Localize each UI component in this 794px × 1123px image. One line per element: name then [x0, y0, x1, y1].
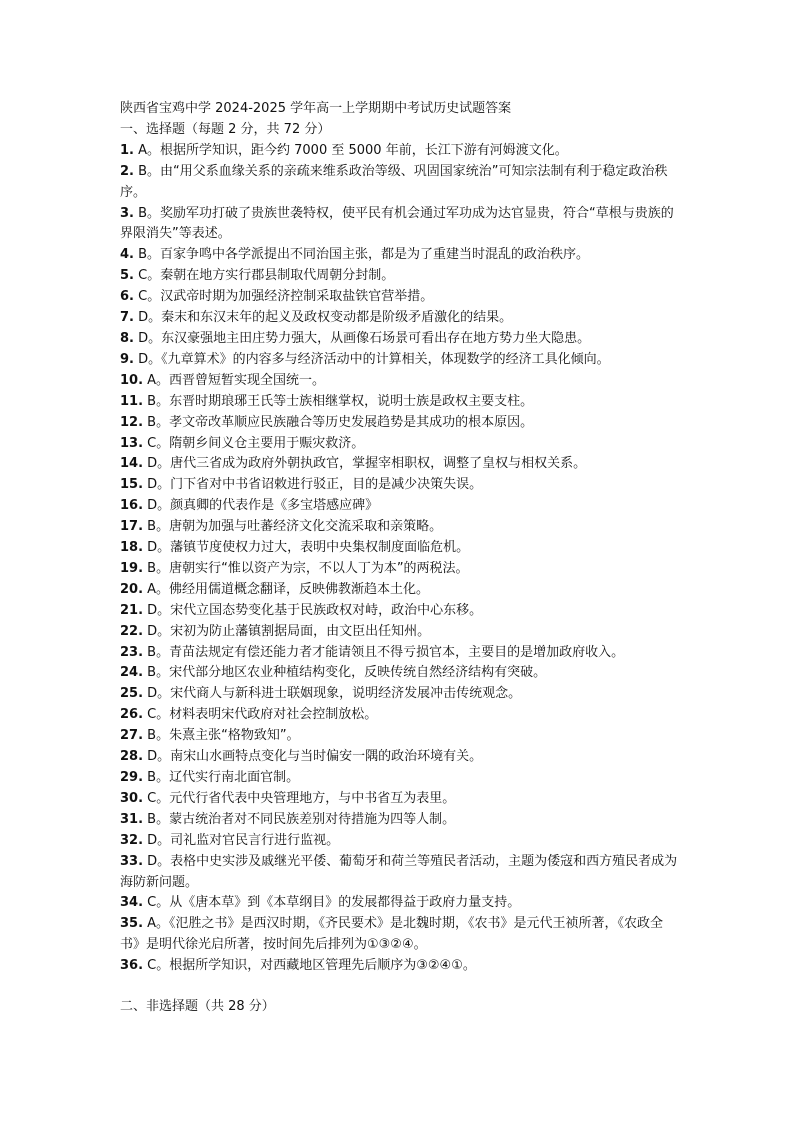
answer-number: 20. — [120, 581, 144, 597]
answer-text: C。秦朝在地方实行郡县制取代周朝分封制。 — [133, 268, 395, 284]
answer-text: B。青苗法规定有偿还能力者才能请领且不得亏损官本，主要目的是增加政府收入。 — [143, 644, 625, 660]
document-page — [120, 99, 680, 1018]
answer-item — [120, 893, 680, 914]
answer-number: 7. — [120, 310, 134, 326]
answer-item — [120, 705, 680, 726]
document-title: 陕西省宝鸡中学 2024-2025 学年高一上学期期中考试历史试题答案 — [120, 101, 512, 116]
answer-number: 34. — [120, 895, 144, 911]
answer-number: 18. — [120, 540, 144, 556]
answer-text: D。颜真卿的代表作是《多宝塔感应碑》 — [143, 498, 379, 514]
answer-text: A。根据所学知识，距今约 7000 至 5000 年前，长江下游有河姆渡文化。 — [133, 142, 568, 158]
answer-text: B。由“用父系血缘关系的亲疏来维系政治等级、巩固国家统治”可知宗法制有利于稳定政治秩序。 — [120, 163, 668, 200]
answer-text: D。秦末和东汉末年的起义及政权变动都是阶级矛盾激化的结果。 — [133, 310, 513, 326]
answer-list — [120, 141, 680, 977]
answer-number: 23. — [120, 644, 144, 660]
answer-item — [120, 496, 680, 517]
answer-item — [120, 622, 680, 643]
answer-number: 13. — [120, 435, 144, 451]
answer-number: 24. — [120, 665, 144, 681]
answer-item — [120, 956, 680, 977]
answer-text: D。宋代立国态势变化基于民族政权对峙，政治中心东移。 — [143, 602, 483, 618]
answer-number: 19. — [120, 560, 144, 576]
section-gap — [120, 977, 680, 997]
answer-item — [120, 266, 680, 287]
answer-text: B。奖励军功打破了贵族世袭特权，使平民有机会通过军功成为达官显贵，符合“草根与贵族的界限消失”等表述。 — [120, 205, 674, 242]
answer-number: 14. — [120, 456, 144, 472]
answer-item — [120, 245, 680, 266]
answer-number: 4. — [120, 247, 134, 263]
answer-number: 33. — [120, 853, 144, 869]
answer-number: 32. — [120, 832, 144, 848]
answer-text: B。朱熹主张“格物致知”。 — [143, 728, 300, 744]
answer-number: 35. — [120, 916, 144, 932]
answer-text: B。孝文帝改革顺应民族融合等历史发展趋势是其成功的根本原因。 — [143, 414, 534, 430]
answer-number: 21. — [120, 602, 144, 618]
answer-number: 36. — [120, 958, 144, 974]
answer-item — [120, 517, 680, 538]
answer-text: D。《九章算术》的内容多与经济活动中的计算相关，体现数学的经济工具化倾向。 — [133, 351, 610, 367]
answer-number: 10. — [120, 372, 144, 388]
section2-heading: 二、非选择题（共 28 分） — [120, 999, 275, 1015]
answer-item — [120, 141, 680, 162]
answer-number: 31. — [120, 811, 144, 827]
section1-heading: 一、选择题（每题 2 分，共 72 分） — [120, 121, 331, 137]
answer-text: B。唐朝实行“惟以资产为宗，不以人丁为本”的两税法。 — [143, 560, 469, 576]
answer-text: C。材料表明宋代政府对社会控制放松。 — [143, 707, 378, 723]
answer-text: C。隋朝乡间义仓主要用于赈灾救济。 — [143, 435, 365, 451]
answer-number: 6. — [120, 289, 134, 305]
answer-text: D。东汉豪强地主田庄势力强大，从画像石场景可看出存在地方势力坐大隐患。 — [133, 330, 591, 346]
answer-text: A。西晋曾短暂实现全国统一。 — [143, 372, 326, 388]
answer-number: 9. — [120, 351, 134, 367]
answer-number: 11. — [120, 393, 144, 409]
answer-text: D。表格中史实涉及戚继光平倭、葡萄牙和荷兰等殖民者活动，主题为倭寇和西方殖民者成为海防新问题。 — [120, 853, 678, 890]
answer-item — [120, 580, 680, 601]
answer-text: C。汉武帝时期为加强经济控制采取盐铁官营举措。 — [133, 289, 434, 305]
answer-number: 26. — [120, 707, 144, 723]
answer-text: A。佛经用儒道概念翻译，反映佛教渐趋本土化。 — [143, 581, 430, 597]
answer-item — [120, 287, 680, 308]
answer-item — [120, 538, 680, 559]
answer-item — [120, 559, 680, 580]
answer-number: 15. — [120, 477, 144, 493]
answer-number: 22. — [120, 623, 144, 639]
answer-text: B。蒙古统治者对不同民族差别对待措施为四等人制。 — [143, 811, 456, 827]
answer-text: B。唐朝为加强与吐蕃经济文化交流采取和亲策略。 — [143, 519, 443, 535]
answer-text: D。门下省对中书省诏敕进行驳正，目的是减少决策失误。 — [143, 477, 483, 493]
answer-item — [120, 371, 680, 392]
answer-number: 25. — [120, 686, 144, 702]
answer-text: D。唐代三省成为政府外朝执政官，掌握宰相职权，调整了皇权与相权关系。 — [143, 456, 587, 472]
answer-item — [120, 601, 680, 622]
answer-text: B。辽代实行南北面官制。 — [143, 770, 300, 785]
answer-number: 5. — [120, 268, 134, 284]
answer-item — [120, 726, 680, 747]
answer-item — [120, 434, 680, 455]
answer-item — [120, 663, 680, 684]
answer-text: C。从《唐本草》到《本草纲目》的发展都得益于政府力量支持。 — [143, 895, 521, 911]
answer-item — [120, 914, 680, 956]
answer-item — [120, 454, 680, 475]
answer-number: 28. — [120, 749, 144, 765]
answer-text: B。百家争鸣中各学派提出不同治国主张，都是为了重建当时混乱的政治秩序。 — [133, 247, 590, 263]
answer-number: 8. — [120, 330, 134, 346]
answer-text: D。藩镇节度使权力过大，表明中央集权制度面临危机。 — [143, 540, 470, 556]
answer-number: 17. — [120, 519, 144, 535]
answer-item — [120, 392, 680, 413]
answer-item — [120, 204, 680, 246]
answer-item — [120, 831, 680, 852]
answer-number: 1. — [120, 142, 134, 158]
answer-item — [120, 475, 680, 496]
answer-item — [120, 162, 680, 204]
answer-number: 29. — [120, 770, 144, 785]
answer-item — [120, 308, 680, 329]
answer-number: 2. — [120, 163, 134, 179]
answer-item — [120, 852, 680, 894]
answer-item — [120, 684, 680, 705]
answer-number: 30. — [120, 790, 144, 806]
answer-item — [120, 643, 680, 664]
answer-number: 12. — [120, 414, 144, 430]
answer-item — [120, 350, 680, 371]
answer-item — [120, 329, 680, 350]
answer-item — [120, 768, 680, 789]
answer-text: D。宋初为防止藩镇割据局面，由文臣出任知州。 — [143, 623, 431, 639]
answer-item — [120, 810, 680, 831]
answer-text: D。南宋山水画特点变化与当时偏安一隅的政治环境有关。 — [143, 749, 483, 765]
answer-text: D。宋代商人与新科进士联姻现象，说明经济发展冲击传统观念。 — [143, 686, 522, 702]
answer-text: B。宋代部分地区农业种植结构变化，反映传统自然经济结构有突破。 — [143, 665, 547, 681]
answer-item — [120, 789, 680, 810]
answer-text: D。司礼监对官民言行进行监视。 — [143, 832, 340, 848]
answer-text: C。元代行省代表中央管理地方，与中书省互为表里。 — [143, 790, 456, 806]
answer-number: 3. — [120, 205, 134, 221]
answer-text: C。根据所学知识，对西藏地区管理先后顺序为③②④①。 — [143, 958, 476, 974]
answer-text: A。《氾胜之书》是西汉时期，《齐民要术》是北魏时期，《农书》是元代王祯所著，《农政全书》是明代徐光启所著，按时间先后排列为①③②④。 — [120, 916, 664, 953]
answer-item — [120, 747, 680, 768]
answer-text: B。东晋时期琅琊王氏等士族相继掌权，说明士族是政权主要支柱。 — [143, 393, 534, 409]
answer-number: 16. — [120, 498, 144, 514]
answer-item — [120, 413, 680, 434]
answer-number: 27. — [120, 728, 144, 744]
